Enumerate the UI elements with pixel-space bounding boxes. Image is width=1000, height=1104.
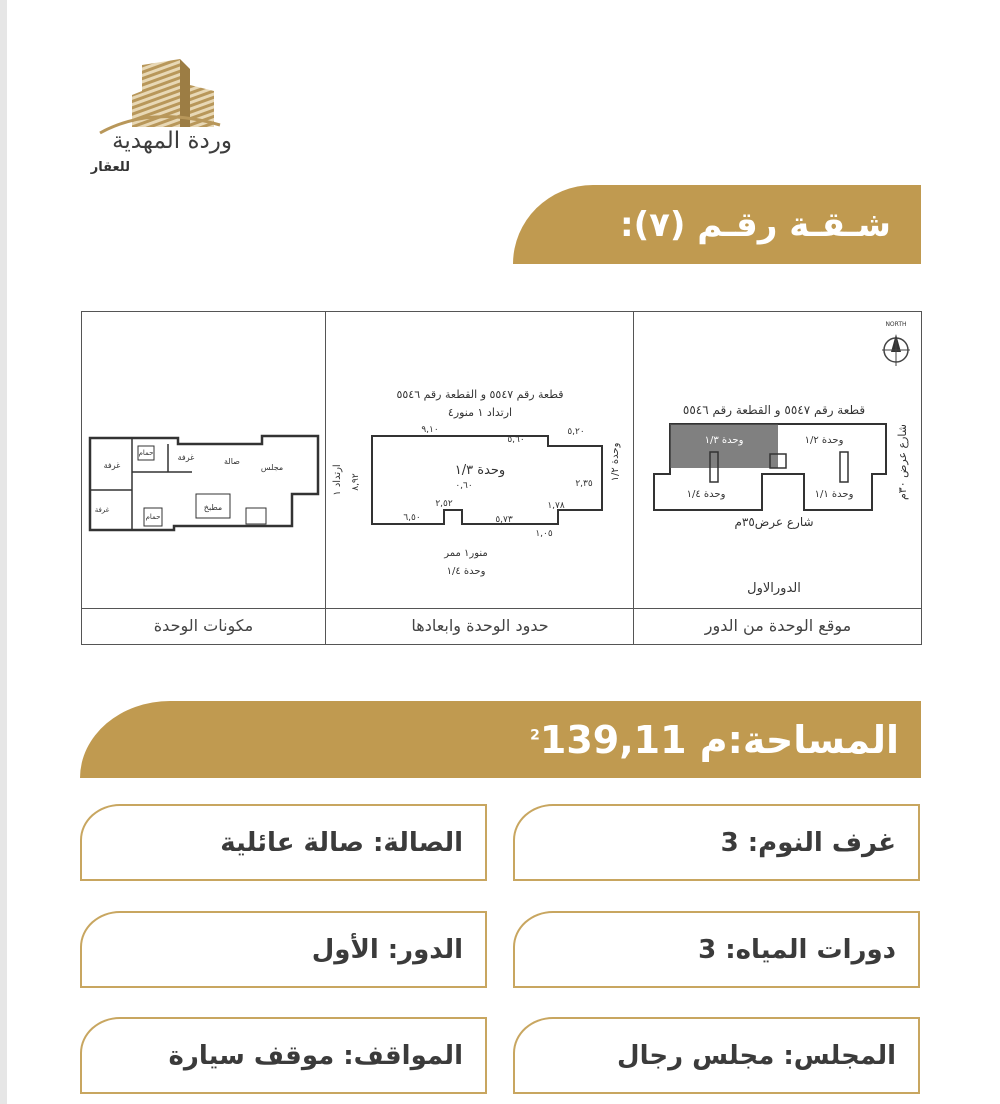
- dimension-label: ٥,٧٣: [495, 515, 513, 525]
- dimension-label: ٨,٩٢: [351, 473, 361, 491]
- apartment-title: شـقـة رقـم (٧):: [619, 204, 891, 245]
- unit-label: وحدة ١/٣: [704, 435, 744, 446]
- location-header: قطعة رقم ٥٥٤٧ و القطعة رقم ٥٥٤٦: [682, 403, 866, 417]
- area-banner: [80, 701, 921, 778]
- unit-boundaries-plan: [326, 312, 634, 608]
- bedrooms-text: غرف النوم: 3: [720, 827, 896, 858]
- unit-label: وحدة ١/٣: [454, 463, 506, 478]
- dimension-label: ٢,٥٢: [435, 499, 453, 509]
- area-label: المساحة:: [727, 717, 899, 762]
- north-label: NORTH: [885, 321, 907, 328]
- dimension-label: ٥,٢٠: [567, 427, 585, 437]
- side-street-label: شارع عرض ٣٠م: [896, 423, 909, 501]
- area-number: 139,11 م: [539, 717, 728, 762]
- page-edge: [0, 0, 7, 1104]
- unit-components-plan: [82, 312, 325, 608]
- caption-components: مكونات الوحدة: [153, 616, 254, 635]
- floor-text: الدور: الأول: [311, 934, 463, 965]
- majlis-box: [513, 1017, 920, 1094]
- floor-plans-table: [81, 311, 922, 645]
- street-label: شارع عرض٣٥م: [734, 515, 814, 529]
- majlis-text: المجلس: مجلس رجال: [617, 1040, 896, 1071]
- dimension-label: ٢,٣٥: [575, 479, 593, 489]
- unit-label: وحدة ١/١: [814, 489, 854, 500]
- caption-divider: [82, 608, 921, 644]
- room-label: غرفة: [177, 453, 195, 462]
- hall-box: [80, 804, 487, 881]
- right-side-label: وحدة ١/٢: [610, 442, 621, 482]
- room-label: مجلس: [260, 463, 284, 472]
- parking-text: المواقف: موقف سيارة: [168, 1040, 463, 1071]
- floor-location-panel: [633, 312, 921, 644]
- room-label: صالة: [224, 457, 240, 466]
- room-label: غرفة: [103, 461, 121, 470]
- room-label: مطبخ: [203, 503, 223, 512]
- north-arrow-icon: [882, 334, 910, 366]
- area-value: [530, 718, 727, 762]
- hall-text: الصالة: صالة عائلية: [220, 827, 463, 858]
- bottom-label: وحدة ١/٤: [446, 566, 486, 577]
- boundaries-header: قطعة رقم ٥٥٤٧ و القطعة رقم ٥٥٤٦: [396, 388, 564, 401]
- dimension-label: ٦,٥٠: [403, 513, 421, 523]
- caption-floor-location: موقع الوحدة من الدور: [704, 616, 852, 635]
- unit-boundaries-panel: [325, 312, 633, 644]
- unit-components-panel: [82, 312, 325, 644]
- bottom-label: منور١ ممر: [444, 548, 488, 559]
- unit-label: وحدة ١/٤: [686, 489, 726, 500]
- room-label: غرفة: [94, 506, 110, 514]
- bedrooms-box: [513, 804, 920, 881]
- floor-box: [80, 911, 487, 988]
- floor-label: الدورالاول: [747, 581, 801, 596]
- bathrooms-box: [513, 911, 920, 988]
- dimension-label: ١,٧٨: [547, 501, 565, 511]
- room-label: حمام: [138, 449, 154, 457]
- dimension-label: ٠,٦٠: [455, 481, 473, 491]
- area-unit-superscript: 2: [530, 726, 540, 743]
- logo-name: وردة المهدية: [112, 128, 232, 154]
- building-logo-icon: [80, 55, 240, 135]
- bathrooms-text: دورات المياه: 3: [698, 934, 896, 965]
- floor-location-plan: [634, 312, 922, 608]
- boundaries-subheader: ارتداد ١ منور٤: [447, 406, 513, 419]
- unit-label: وحدة ١/٢: [804, 435, 844, 446]
- dimension-label: ٥,٦٠: [507, 435, 525, 445]
- apartment-title-banner: [513, 185, 921, 264]
- room-label: حمام: [145, 513, 161, 521]
- logo-subtitle: للعقار: [90, 160, 130, 175]
- parking-box: [80, 1017, 487, 1094]
- caption-boundaries: حدود الوحدة وابعادها: [411, 616, 549, 635]
- left-side-label: ارتداد ١: [332, 464, 343, 496]
- dimension-label: ٩,١٠: [421, 425, 439, 435]
- dimension-label: ١,٠٥: [535, 529, 553, 539]
